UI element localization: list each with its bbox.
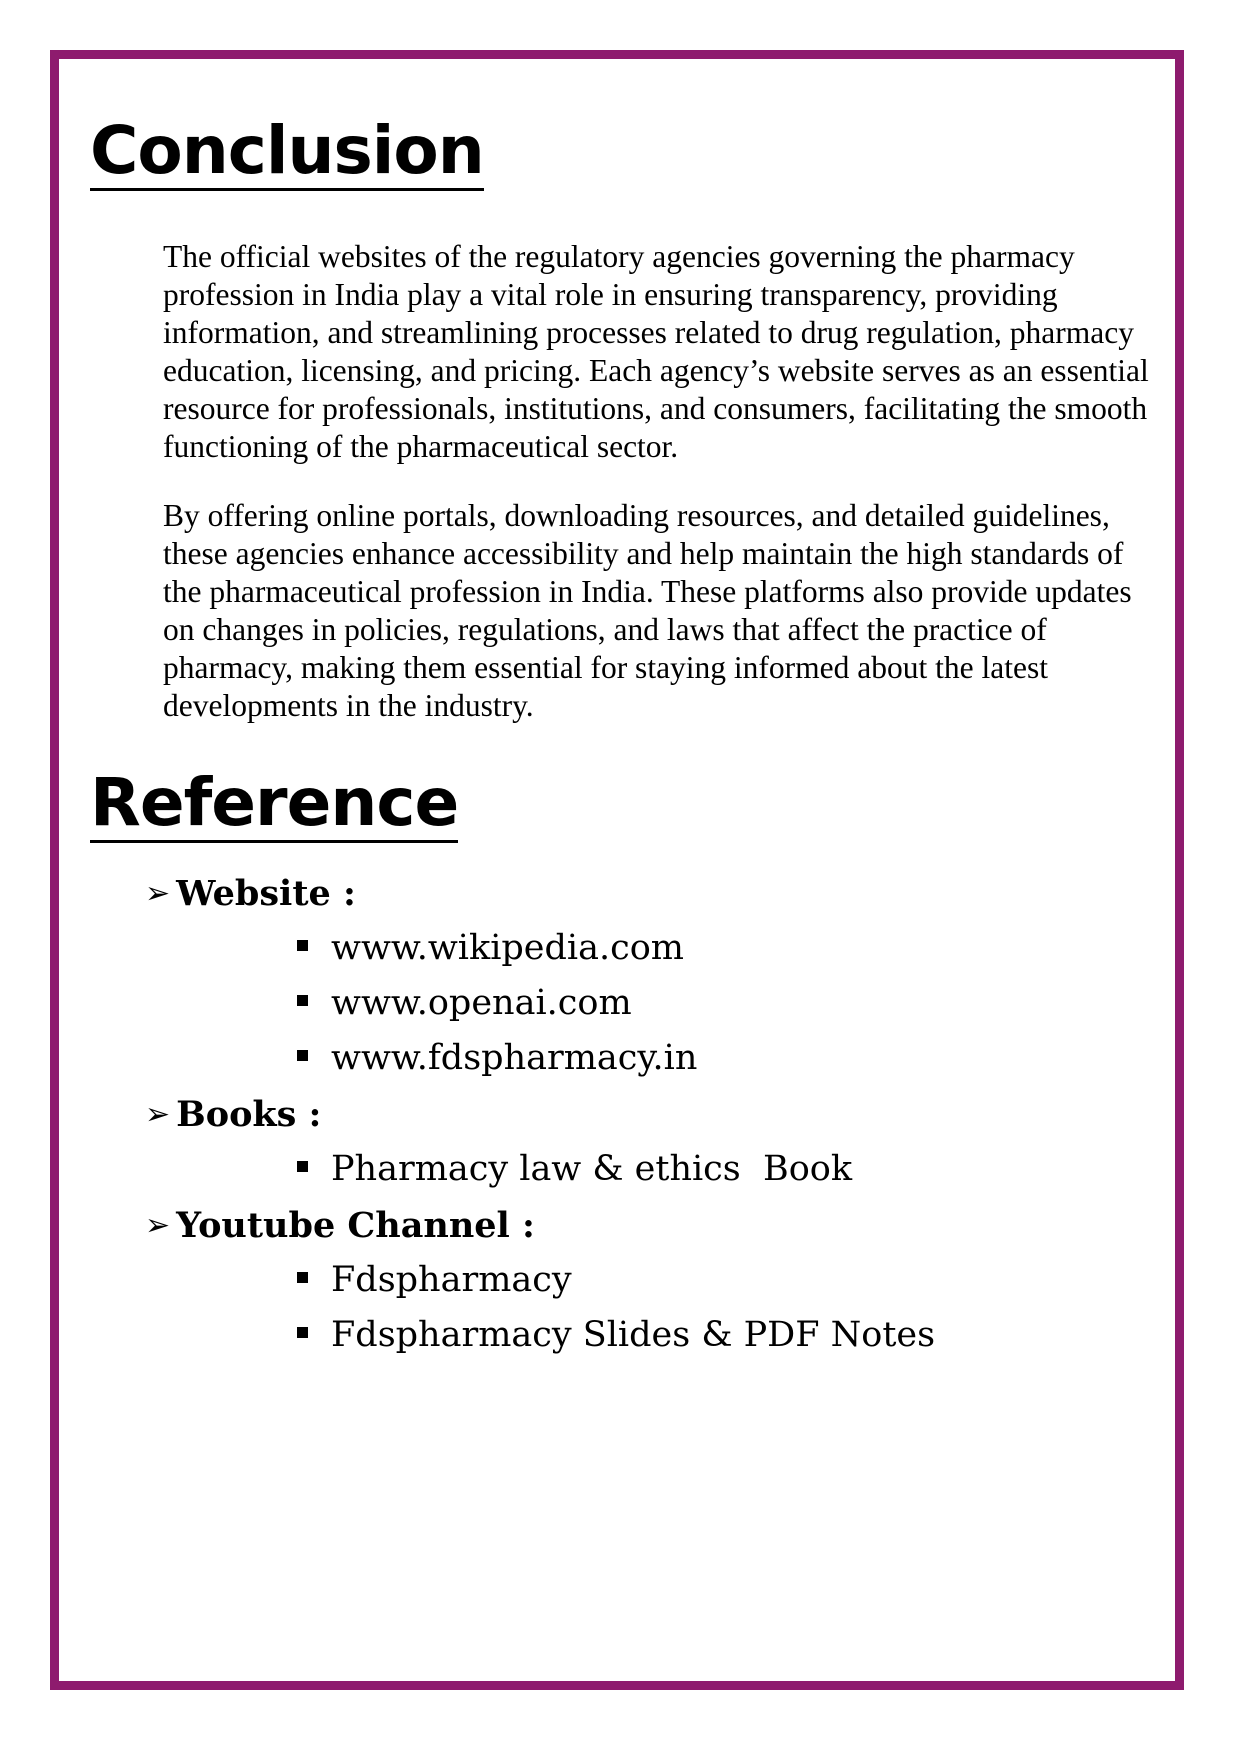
square-bullet-icon: [297, 1327, 308, 1338]
arrowhead-bullet-icon: ➢: [145, 1097, 171, 1132]
reference-item: [297, 1315, 936, 1355]
reference-category-website: [145, 873, 356, 914]
conclusion-paragraph: By offering online portals, downloading resources, and detailed guidelines, these agencies enhance accessibility and help maintain the high standards of the pharmaceutical profession in India. These platforms also provide updates on changes in policies, regulations, and laws that affect the practice of pharmacy, making them essential for staying informed about the latest developments in the industry.: [163, 498, 1132, 723]
reference-category-youtube: [145, 1205, 535, 1246]
arrowhead-bullet-icon: ➢: [145, 876, 171, 911]
category-label: Website :: [176, 873, 356, 914]
category-label: Books :: [176, 1094, 322, 1135]
reference-item-text: Fdspharmacy Slides & PDF Notes: [331, 1315, 936, 1355]
arrowhead-bullet-icon: ➢: [145, 1208, 171, 1243]
square-bullet-icon: [297, 995, 308, 1006]
square-bullet-icon: [297, 1161, 308, 1172]
square-bullet-icon: [297, 940, 308, 951]
reference-heading: Reference: [90, 764, 459, 841]
reference-item-text: www.wikipedia.com: [331, 928, 684, 968]
conclusion-heading: Conclusion: [90, 112, 484, 189]
reference-item: [297, 1038, 698, 1078]
square-bullet-icon: [297, 1272, 308, 1283]
reference-item-text: Fdspharmacy: [331, 1260, 572, 1300]
reference-item-text: Pharmacy law & ethics Book: [331, 1149, 853, 1189]
reference-item: [297, 983, 632, 1023]
square-bullet-icon: [297, 1050, 308, 1061]
reference-item: [297, 928, 684, 968]
reference-category-books: [145, 1094, 322, 1135]
reference-item-text: www.openai.com: [331, 983, 632, 1023]
category-label: Youtube Channel :: [176, 1205, 535, 1246]
reference-item-text: www.fdspharmacy.in: [331, 1038, 698, 1078]
reference-item: [297, 1260, 572, 1300]
reference-item: [297, 1149, 853, 1189]
conclusion-paragraph: The official websites of the regulatory agencies governing the pharmacy profession in India play a vital role in ensuring transparency, providing information, and streamlining processes related to drug regulation, pharmacy education, licensing, and pricing. Each agency’s website serves as an essential resource for professionals, institutions, and consumers, facilitating the smooth functioning of the pharmaceutical sector.: [163, 239, 1149, 464]
